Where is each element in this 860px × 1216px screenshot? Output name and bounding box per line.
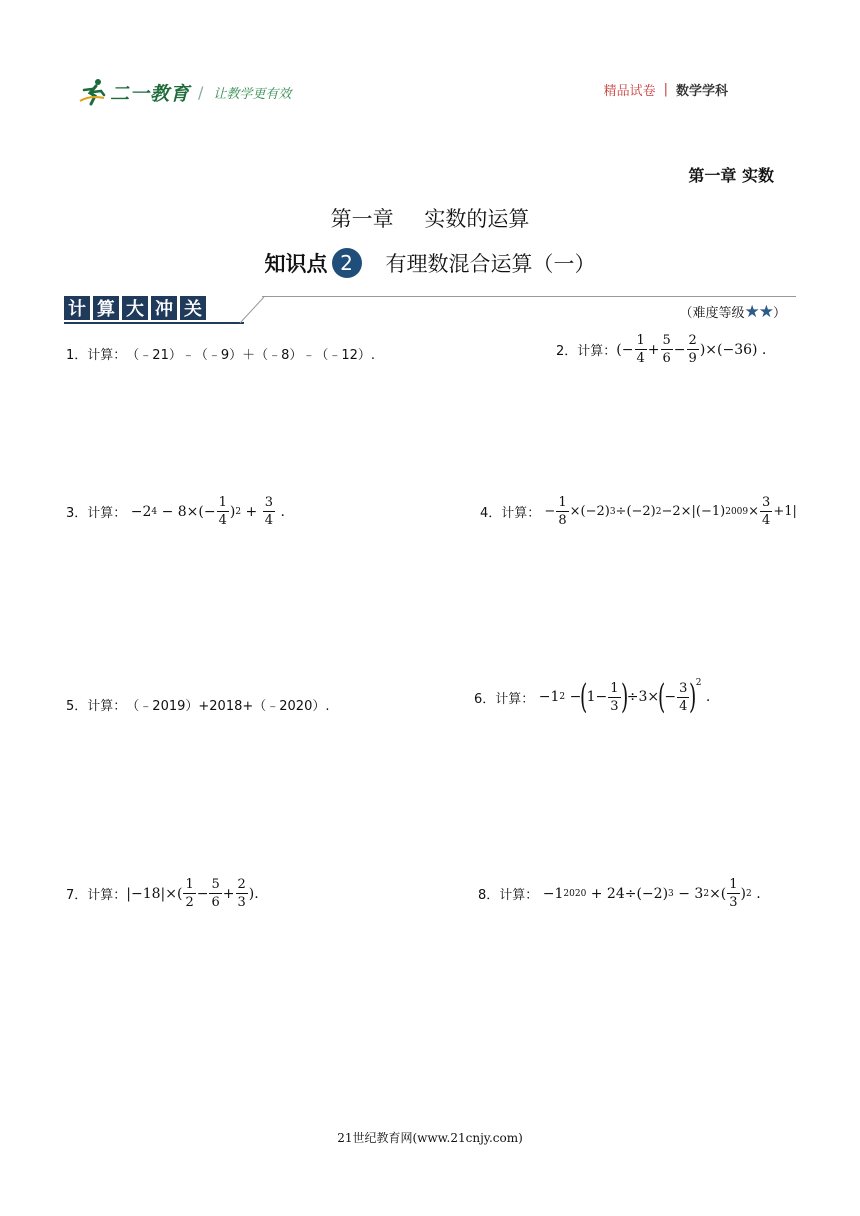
problem-1: [66, 344, 375, 363]
banner-underline: [64, 322, 244, 324]
problem-expression: （﹣2019）+2018+（﹣2020）.: [126, 699, 330, 714]
problem-label: 计算：: [87, 888, 127, 903]
banner-slant: [236, 296, 270, 324]
banner-char: 冲: [151, 296, 177, 320]
problem-label: 计算：: [87, 348, 127, 363]
difficulty-stars-icon: ★★: [744, 302, 773, 322]
difficulty-close: ）: [772, 306, 786, 321]
problem-label: 计算：: [499, 888, 539, 903]
header-tag: 精品试卷: [603, 84, 656, 99]
section-banner: [64, 296, 209, 320]
header-subject: 数学学科: [675, 84, 728, 99]
chapter-topic: 实数的运算: [424, 207, 530, 231]
brand-slogan: 让教学更有效: [213, 86, 292, 102]
problem-label: 计算：: [495, 691, 535, 707]
difficulty-rating: [679, 302, 786, 322]
problem-label: 计算：: [501, 506, 541, 521]
runner-icon: [78, 77, 108, 107]
problem-expression: − $\frac{1}{8}$ ×(−2) 3 ÷(−2) 2 −2×|(−1) 2009 × $\frac{3}{4}$ +1|: [540, 495, 797, 528]
problem-number: 5．: [66, 699, 88, 714]
problem-8: [478, 878, 761, 909]
banner-char: 大: [122, 296, 148, 320]
problem-6: [474, 677, 711, 717]
problem-label: 计算：: [577, 344, 617, 359]
chapter-title: [0, 203, 860, 233]
problem-number: 7．: [66, 888, 88, 903]
problem-5: [66, 695, 329, 714]
page-footer: 21世纪教育网(www.21cnjy.com): [337, 1131, 523, 1145]
problem-expression: （﹣21）﹣（﹣9）＋（﹣8）﹣（﹣12）.: [126, 348, 376, 363]
banner-rule: [262, 296, 796, 297]
problem-expression: (− $\frac{1}{4}$ + $\frac{5}{6}$ − $\frac{2}{9}$ )×(−36) .: [616, 333, 767, 366]
problem-expression: −1 2020 + 24÷(−2) 3 − 3 2 ×( $\frac{1}{3}$ ) 2 .: [538, 877, 761, 910]
problem-number: 1．: [66, 348, 88, 363]
banner-char: 算: [93, 296, 119, 320]
banner-char: 计: [64, 296, 90, 320]
problem-label: 计算：: [87, 699, 127, 714]
kp-title: 有理数混合运算（一）: [385, 252, 596, 276]
problem-3: [66, 496, 285, 527]
banner-char: 关: [180, 296, 206, 320]
problem-expression: −1 2 − ( 1− $\frac{1}{3}$ ) ÷3× ( − $\frac{3}{4}$ ) $^2$ .: [534, 677, 711, 717]
problem-2: [556, 334, 766, 365]
kp-label: 知识点: [264, 252, 328, 276]
problem-number: 3．: [66, 506, 88, 521]
problem-expression: |−18|×( $\frac{1}{2}$ − $\frac{5}{6}$ + $\frac{2}{3}$ ).: [126, 877, 259, 910]
kp-number-badge: 2: [332, 248, 362, 278]
problem-number: 2．: [556, 344, 578, 359]
problem-expression: −2 4 − 8×(− $\frac{1}{4}$ ) 2 + $\frac{3}{4}$ .: [126, 495, 285, 528]
chapter-number: 第一章: [330, 207, 394, 231]
problem-4: [480, 496, 797, 527]
brand-name: 二一教育: [110, 82, 191, 105]
problem-number: 4．: [480, 506, 502, 521]
brand-logo: [78, 72, 291, 112]
knowledge-point-title: [0, 248, 860, 278]
problem-label: 计算：: [87, 506, 127, 521]
problem-7: [66, 878, 259, 909]
difficulty-label: （难度等级: [679, 306, 745, 321]
brand-divider: /: [198, 82, 204, 102]
chapter-tag: 第一章 实数: [688, 166, 774, 185]
header-separator: |: [663, 82, 668, 97]
header-right: [604, 80, 728, 99]
problem-number: 8．: [478, 888, 500, 903]
problem-number: 6．: [474, 691, 496, 707]
